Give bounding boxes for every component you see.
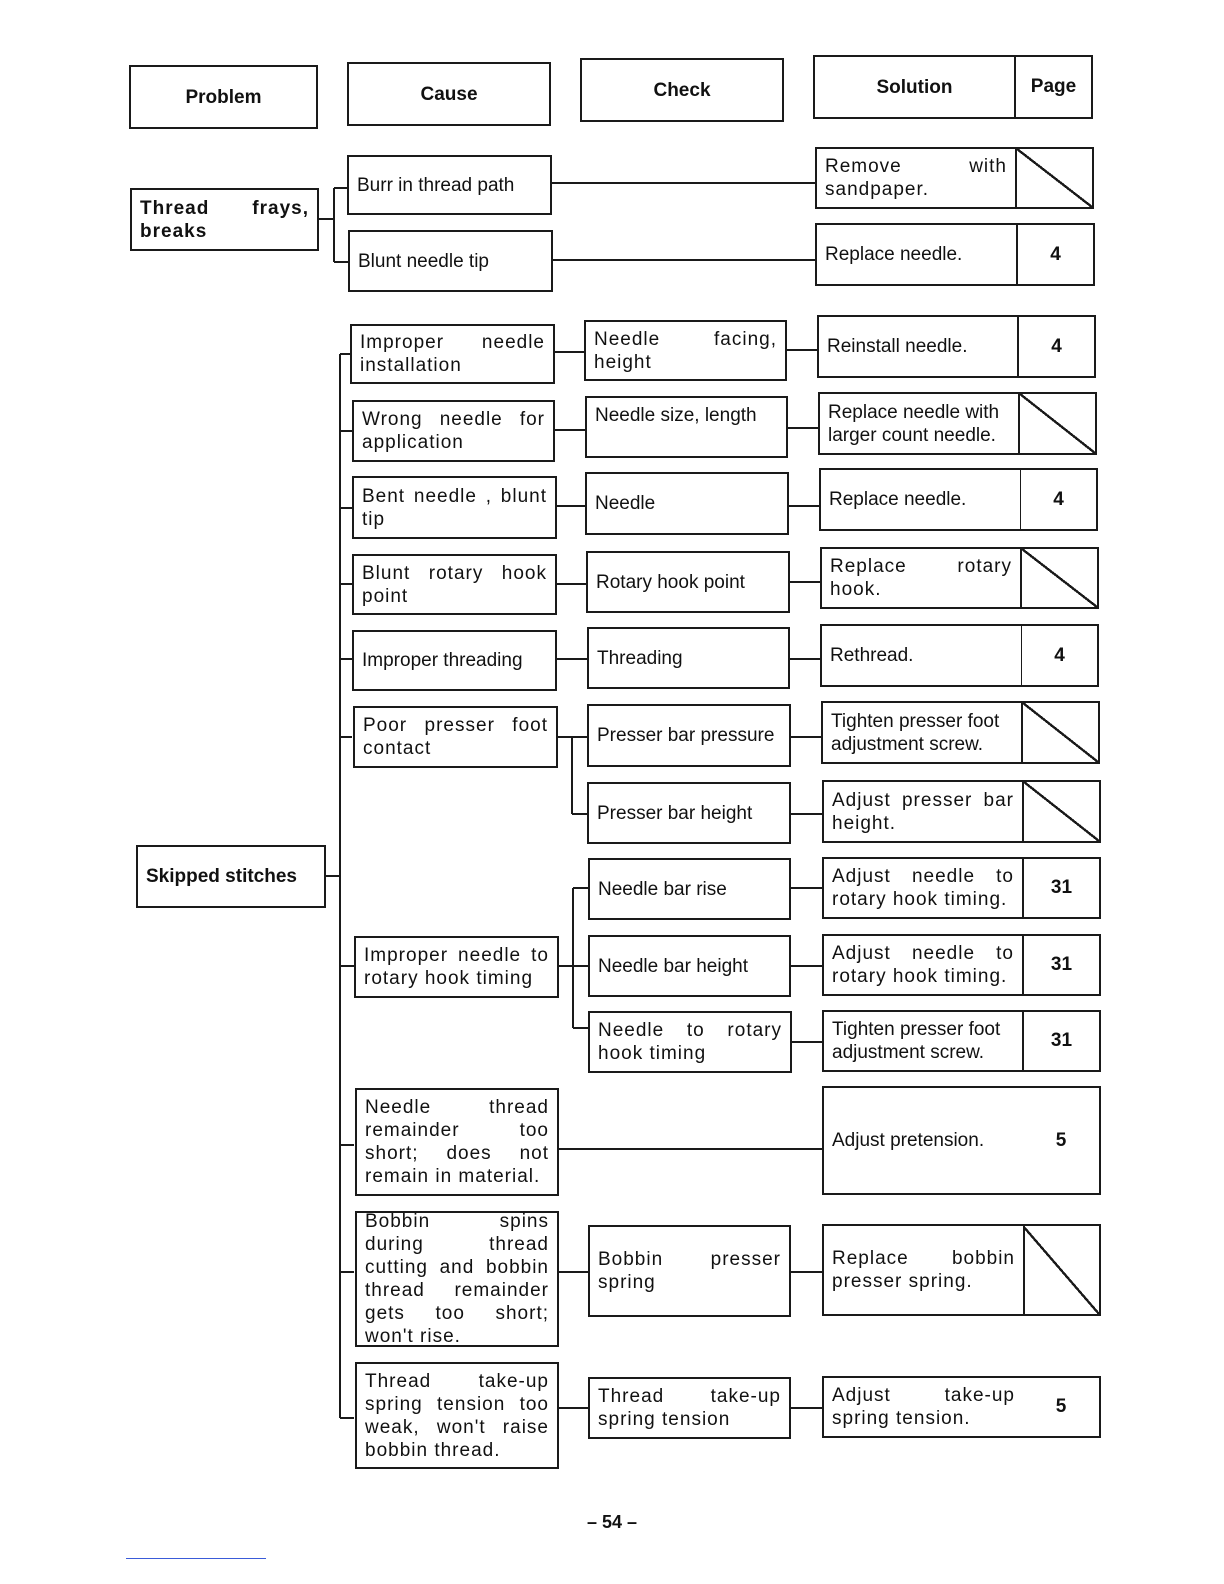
solution-box bbox=[822, 1086, 1025, 1195]
cause-label: Blunt needle tip bbox=[358, 250, 489, 272]
solution-label: Adjust needle to rotary hook timing. bbox=[832, 866, 1014, 910]
cause-box bbox=[350, 324, 555, 384]
page-number: 31 bbox=[1050, 877, 1073, 898]
check-box bbox=[585, 396, 788, 458]
cause-label: Burr in thread path bbox=[357, 174, 515, 196]
solution-box bbox=[817, 315, 1019, 378]
cause-label: Blunt rotary hook point bbox=[362, 562, 547, 607]
page-cell-empty bbox=[1020, 392, 1097, 455]
check-label: Needle bar rise bbox=[598, 878, 727, 900]
problem-label: Thread frays, breaks bbox=[140, 197, 309, 242]
page-cell bbox=[1024, 857, 1101, 919]
header-cause-label: Cause bbox=[420, 83, 478, 105]
page-cell bbox=[1019, 315, 1096, 378]
solution-label: Adjust pretension. bbox=[832, 1130, 985, 1151]
solution-box bbox=[818, 392, 1020, 455]
page-number: 4 bbox=[1053, 488, 1064, 510]
cause-box bbox=[354, 936, 559, 998]
check-label: Presser bar pressure bbox=[597, 725, 775, 746]
solution-label: Rethread. bbox=[830, 645, 914, 666]
cause-box bbox=[352, 630, 557, 691]
solution-box bbox=[820, 547, 1022, 609]
page-cell bbox=[1023, 1376, 1101, 1438]
cause-box bbox=[352, 400, 555, 462]
cause-label: Wrong needle for application bbox=[362, 409, 545, 453]
check-box bbox=[588, 1011, 792, 1073]
cause-label: Improper threading bbox=[362, 650, 523, 671]
solution-label: Adjust needle to rotary hook timing. bbox=[832, 943, 1014, 987]
page-cell bbox=[1021, 468, 1098, 531]
page-cell-empty bbox=[1023, 1224, 1101, 1316]
check-box bbox=[588, 1225, 791, 1317]
page-cell-empty bbox=[1022, 547, 1099, 609]
solution-label: Tighten presser foot adjustment screw. bbox=[832, 1019, 1001, 1063]
page-cell bbox=[1018, 223, 1095, 286]
check-box bbox=[587, 627, 790, 689]
problem-thread-frays bbox=[130, 188, 319, 251]
problem-label: Skipped stitches bbox=[146, 866, 297, 887]
page-number: 4 bbox=[1051, 335, 1062, 357]
check-box bbox=[587, 704, 791, 767]
header-cause bbox=[347, 62, 551, 126]
page-number: 5 bbox=[1055, 1129, 1067, 1151]
page-cell bbox=[1024, 934, 1101, 996]
page-cell bbox=[1022, 624, 1099, 687]
header-problem bbox=[129, 65, 318, 129]
cause-box bbox=[348, 230, 553, 292]
page-number: 5 bbox=[1055, 1396, 1067, 1417]
cause-label: Bent needle , blunt tip bbox=[362, 485, 547, 530]
cause-label: Bobbin spins during thread cutting and bobbin thread remainder gets too short; won't rise. bbox=[365, 1211, 549, 1347]
solution-box bbox=[822, 1376, 1025, 1438]
header-check bbox=[580, 58, 784, 122]
solution-box bbox=[822, 1224, 1025, 1316]
solution-label: Adjust take-up spring tension. bbox=[832, 1385, 1015, 1429]
page-number: 31 bbox=[1050, 954, 1073, 975]
solution-box bbox=[822, 934, 1024, 996]
check-label: Needle size, length bbox=[595, 405, 757, 426]
page-footer-number: – 54 – bbox=[586, 1512, 638, 1532]
check-box bbox=[588, 858, 791, 920]
cause-label: Improper needle installation bbox=[360, 332, 545, 376]
page-number: 4 bbox=[1054, 644, 1065, 666]
solution-box bbox=[815, 223, 1018, 286]
cause-box bbox=[352, 554, 557, 615]
cause-label: Poor presser foot contact bbox=[363, 715, 548, 759]
solution-box bbox=[822, 1010, 1024, 1072]
solution-label: Replace rotary hook. bbox=[830, 556, 1012, 600]
check-box bbox=[588, 935, 791, 997]
cause-box bbox=[352, 476, 557, 539]
cause-box bbox=[347, 155, 552, 215]
solution-label: Replace needle with larger count needle. bbox=[828, 401, 1000, 446]
check-label: Presser bar height bbox=[597, 802, 753, 824]
check-label: Needle bar height bbox=[598, 955, 748, 977]
page-cell-empty bbox=[1017, 147, 1094, 209]
check-box bbox=[588, 1377, 791, 1439]
solution-label: Reinstall needle. bbox=[827, 336, 968, 357]
check-label: Thread take-up spring tension bbox=[598, 1386, 781, 1430]
page-cell-empty bbox=[1023, 701, 1100, 764]
check-box bbox=[587, 782, 791, 844]
solution-label: Replace needle. bbox=[825, 244, 963, 265]
solution-box bbox=[822, 780, 1024, 843]
solution-label: Replace needle. bbox=[829, 489, 967, 510]
page-cell bbox=[1023, 1086, 1101, 1195]
cause-box bbox=[355, 1088, 559, 1196]
check-label: Threading bbox=[597, 647, 683, 669]
check-box bbox=[584, 320, 787, 381]
cause-label: Needle thread remainder too short; does not remain in material. bbox=[365, 1097, 549, 1187]
check-label: Needle facing, height bbox=[594, 328, 777, 373]
check-label: Needle bbox=[595, 493, 656, 514]
solution-box bbox=[821, 701, 1023, 764]
header-page bbox=[1016, 55, 1093, 119]
page-number: 4 bbox=[1050, 243, 1061, 265]
header-problem-label: Problem bbox=[185, 86, 262, 108]
check-label: Needle to rotary hook timing bbox=[598, 1020, 782, 1064]
header-check-label: Check bbox=[653, 79, 711, 101]
check-box bbox=[585, 472, 789, 535]
cause-box bbox=[355, 1211, 559, 1347]
cause-box bbox=[355, 1362, 559, 1469]
footer-rule bbox=[126, 1558, 266, 1559]
solution-box bbox=[822, 857, 1024, 919]
cause-label: Thread take-up spring tension too weak, won't raise bobbin thread. bbox=[365, 1370, 549, 1461]
header-solution bbox=[813, 55, 1016, 119]
page-number: 31 bbox=[1050, 1030, 1073, 1051]
page-cell bbox=[1024, 1010, 1101, 1072]
solution-box bbox=[820, 624, 1023, 687]
solution-label: Remove with sandpaper. bbox=[825, 156, 1007, 200]
check-box bbox=[586, 551, 790, 613]
check-label: Bobbin presser spring bbox=[598, 1249, 781, 1293]
solution-label: Adjust presser bar height. bbox=[832, 789, 1014, 834]
check-label: Rotary hook point bbox=[596, 571, 745, 593]
header-page-label: Page bbox=[1030, 76, 1077, 97]
solution-label: Replace bobbin presser spring. bbox=[832, 1248, 1015, 1292]
solution-label: Tighten presser foot adjustment screw. bbox=[831, 710, 1000, 755]
solution-box bbox=[819, 468, 1022, 531]
problem-skipped-stitches bbox=[136, 845, 326, 908]
cause-box bbox=[353, 706, 558, 768]
solution-box bbox=[815, 147, 1017, 209]
page-cell-empty bbox=[1024, 780, 1101, 843]
cause-label: Improper needle to rotary hook timing bbox=[364, 945, 549, 989]
header-solution-label: Solution bbox=[876, 76, 953, 98]
